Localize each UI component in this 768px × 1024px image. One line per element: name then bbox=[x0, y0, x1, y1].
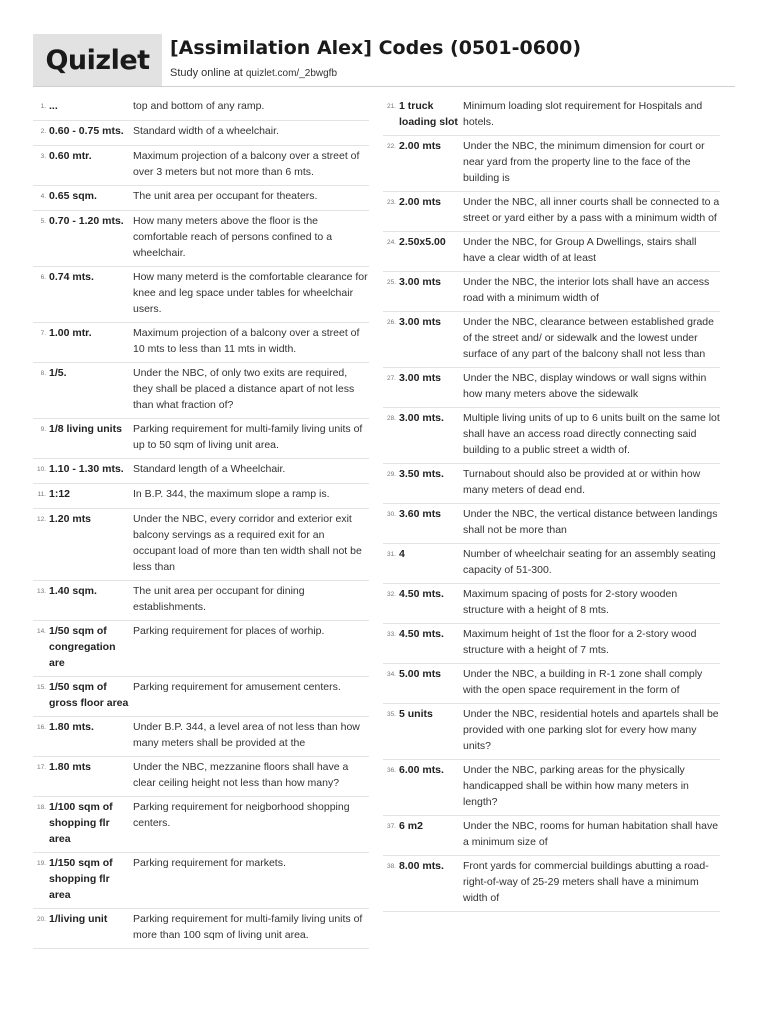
card-number: 13. bbox=[36, 588, 46, 595]
card-definition: The unit area per occupant for theaters. bbox=[133, 190, 318, 202]
flashcard-row bbox=[33, 621, 369, 677]
left-card-column bbox=[33, 96, 369, 949]
card-definition: How many meters above the floor is the comfortable reach of persons confined to a wheelchair. bbox=[133, 215, 333, 259]
card-definition: Under the NBC, rooms for human habitation shall have a minimum size of bbox=[463, 820, 719, 848]
card-definition: Under the NBC, for Group A Dwellings, stairs shall have a clear width of at least bbox=[463, 236, 697, 264]
card-definition: Standard length of a Wheelchair. bbox=[133, 463, 286, 475]
card-number: 32. bbox=[386, 591, 396, 598]
card-number: 18. bbox=[36, 804, 46, 811]
study-prefix: Study online at bbox=[170, 67, 246, 79]
card-term: 5 units bbox=[399, 708, 433, 720]
card-definition: Parking requirement for multi-family living units of more than 100 sqm of living unit area. bbox=[133, 913, 363, 941]
card-term: 4.50 mts. bbox=[399, 628, 444, 640]
card-definition: Under the NBC, the interior lots shall have an access road with a minimum width of bbox=[463, 276, 710, 304]
card-definition: Under the NBC, clearance between established grade of the street and/ or sidewalk and the lowest under surface of any part of the balcony shall not less than bbox=[463, 316, 714, 360]
card-term: 1/50 sqm of gross floor area bbox=[49, 681, 129, 709]
flashcard-row bbox=[33, 853, 369, 909]
card-number: 29. bbox=[386, 471, 396, 478]
flashcard-row bbox=[33, 797, 369, 853]
card-term: 1.80 mts bbox=[49, 761, 92, 773]
card-definition: Under the NBC, the minimum dimension for court or near yard from the property line to the face of the building is bbox=[463, 140, 705, 184]
page-header bbox=[33, 34, 735, 86]
flashcard-row bbox=[383, 856, 720, 912]
card-number: 25. bbox=[386, 279, 396, 286]
card-term: 2.00 mts bbox=[399, 196, 442, 208]
card-term: 1:12 bbox=[49, 488, 71, 500]
flashcard-row bbox=[383, 192, 720, 232]
card-term: 3.50 mts. bbox=[399, 468, 444, 480]
card-definition: Under the NBC, a building in R-1 zone shall comply with the open space requirement in the form of bbox=[463, 668, 703, 696]
study-online-line bbox=[170, 67, 337, 79]
flashcard-row bbox=[383, 232, 720, 272]
card-number: 36. bbox=[386, 767, 396, 774]
card-number: 26. bbox=[386, 319, 396, 326]
flashcard-row bbox=[33, 419, 369, 459]
card-number: 5. bbox=[40, 218, 46, 225]
card-term: 1/50 sqm of congregation are bbox=[49, 625, 116, 669]
card-number: 15. bbox=[36, 684, 46, 691]
flashcard-row bbox=[383, 136, 720, 192]
card-number: 23. bbox=[386, 199, 396, 206]
card-definition: Under the NBC, of only two exits are required, they shall be placed a distance apart of not less than what fraction of? bbox=[133, 367, 355, 411]
flashcard-row bbox=[383, 96, 720, 136]
card-number: 22. bbox=[386, 143, 396, 150]
card-definition: Minimum loading slot requirement for Hospitals and hotels. bbox=[463, 100, 703, 128]
card-term: 1 truck loading slot bbox=[399, 100, 458, 128]
card-term: 3.00 mts bbox=[399, 276, 442, 288]
card-term: 0.60 - 0.75 mts. bbox=[49, 125, 124, 137]
card-definition: Under the NBC, every corridor and exterior exit balcony servings as a required exit for an occupant load of more than ten width shall not be less than bbox=[133, 513, 362, 573]
flashcard-row bbox=[383, 816, 720, 856]
flashcard-row bbox=[33, 581, 369, 621]
flashcard-row bbox=[383, 504, 720, 544]
flashcard-row bbox=[383, 760, 720, 816]
card-number: 17. bbox=[36, 764, 46, 771]
card-term: 1/living unit bbox=[49, 913, 108, 925]
card-term: 6.00 mts. bbox=[399, 764, 444, 776]
card-number: 33. bbox=[386, 631, 396, 638]
flashcard-row bbox=[383, 584, 720, 624]
card-term: 1/150 sqm of shopping flr area bbox=[49, 857, 113, 901]
flashcard-row bbox=[33, 146, 369, 186]
card-definition: Under the NBC, the vertical distance between landings shall not be more than bbox=[463, 508, 718, 536]
card-number: 37. bbox=[386, 823, 396, 830]
card-term: 4.50 mts. bbox=[399, 588, 444, 600]
card-term: 8.00 mts. bbox=[399, 860, 444, 872]
flashcard-row bbox=[33, 757, 369, 797]
card-term: 3.00 mts bbox=[399, 316, 442, 328]
flashcard-row bbox=[33, 459, 369, 484]
card-definition: Under the NBC, display windows or wall signs within how many meters above the sidewalk bbox=[463, 372, 707, 400]
card-term: 1.40 sqm. bbox=[49, 585, 97, 597]
card-number: 10. bbox=[36, 466, 46, 473]
flashcard-row bbox=[383, 624, 720, 664]
card-definition: How many meterd is the comfortable clearance for knee and leg space under tables for wheelchair users. bbox=[133, 271, 368, 315]
flashcard-row bbox=[383, 408, 720, 464]
flashcard-row bbox=[33, 909, 369, 949]
flashcard-row bbox=[33, 509, 369, 581]
card-term: 1.00 mtr. bbox=[49, 327, 92, 339]
flashcard-row bbox=[33, 186, 369, 211]
card-definition: Maximum projection of a balcony over a street of over 3 meters but not more than 6 mts. bbox=[133, 150, 360, 178]
page-title: [Assimilation Alex] Codes (0501-0600) bbox=[170, 37, 582, 59]
card-term: 4 bbox=[399, 548, 405, 560]
card-definition: In B.P. 344, the maximum slope a ramp is. bbox=[133, 488, 330, 500]
card-number: 8. bbox=[40, 370, 46, 377]
card-definition: Maximum projection of a balcony over a street of 10 mts to less than 11 mts in width. bbox=[133, 327, 360, 355]
flashcard-row bbox=[33, 267, 369, 323]
card-term: 2.50x5.00 bbox=[399, 236, 446, 248]
card-definition: Parking requirement for amusement centers. bbox=[133, 681, 341, 693]
card-definition: Maximum height of 1st the floor for a 2-story wood structure with a height of 7 mts. bbox=[463, 628, 697, 656]
right-card-column bbox=[383, 96, 720, 912]
card-definition: Under the NBC, mezzanine floors shall have a clear ceiling height not less than how many? bbox=[133, 761, 349, 789]
card-definition: Parking requirement for places of worhip. bbox=[133, 625, 325, 637]
flashcard-row bbox=[383, 544, 720, 584]
card-number: 7. bbox=[40, 330, 46, 337]
flashcard-row bbox=[383, 272, 720, 312]
card-term: 1/100 sqm of shopping flr area bbox=[49, 801, 113, 845]
card-term: 2.00 mts bbox=[399, 140, 442, 152]
header-divider bbox=[33, 86, 735, 87]
card-number: 21. bbox=[386, 103, 396, 110]
card-definition: Number of wheelchair seating for an assembly seating capacity of 51-300. bbox=[463, 548, 716, 576]
card-number: 38. bbox=[386, 863, 396, 870]
card-number: 30. bbox=[386, 511, 396, 518]
card-definition: Turnabout should also be provided at or within how many meters of dead end. bbox=[463, 468, 701, 496]
flashcard-row bbox=[383, 464, 720, 504]
card-term: 0.60 mtr. bbox=[49, 150, 92, 162]
study-url-link[interactable]: quizlet.com/_2bwgfb bbox=[245, 68, 338, 79]
card-definition: Parking requirement for multi-family living units of up to 50 sqm of living unit area. bbox=[133, 423, 363, 451]
card-term: 5.00 mts bbox=[399, 668, 442, 680]
card-number: 24. bbox=[386, 239, 396, 246]
card-number: 2. bbox=[40, 128, 46, 135]
card-term: 0.65 sqm. bbox=[49, 190, 97, 202]
flashcard-row bbox=[33, 121, 369, 146]
card-term: 3.60 mts bbox=[399, 508, 442, 520]
card-term: 3.00 mts bbox=[399, 372, 442, 384]
quizlet-logo[interactable]: Quizlet bbox=[33, 34, 162, 86]
flashcard-row bbox=[33, 96, 369, 121]
card-number: 34. bbox=[386, 671, 396, 678]
card-number: 20. bbox=[36, 916, 46, 923]
card-term: 1.10 - 1.30 mts. bbox=[49, 463, 124, 475]
card-term: 6 m2 bbox=[399, 820, 423, 832]
card-number: 9. bbox=[40, 426, 46, 433]
flashcard-row bbox=[383, 664, 720, 704]
card-term: 3.00 mts. bbox=[399, 412, 444, 424]
card-definition: Parking requirement for markets. bbox=[133, 857, 286, 869]
card-term: 0.74 mts. bbox=[49, 271, 94, 283]
card-definition: Under the NBC, residential hotels and apartels shall be provided with one parking slot for every how many units? bbox=[463, 708, 719, 752]
card-number: 35. bbox=[386, 711, 396, 718]
card-definition: Maximum spacing of posts for 2-story wooden structure with a height of 8 mts. bbox=[463, 588, 678, 616]
flashcard-row bbox=[33, 717, 369, 757]
card-term: ... bbox=[49, 100, 58, 112]
card-number: 14. bbox=[36, 628, 46, 635]
card-number: 11. bbox=[37, 491, 46, 498]
card-term: 1/8 living units bbox=[49, 423, 122, 435]
card-number: 12. bbox=[36, 516, 46, 523]
card-number: 27. bbox=[386, 375, 396, 382]
card-number: 28. bbox=[386, 415, 396, 422]
card-definition: Front yards for commercial buildings abutting a road-right-of-way of 25-29 meters shall have a minimum width of bbox=[463, 860, 709, 904]
flashcard-row bbox=[33, 363, 369, 419]
card-number: 1. bbox=[40, 103, 46, 110]
card-definition: Parking requirement for neigborhood shopping centers. bbox=[133, 801, 350, 829]
card-definition: The unit area per occupant for dining establishments. bbox=[133, 585, 305, 613]
card-number: 6. bbox=[40, 274, 46, 281]
card-number: 3. bbox=[40, 153, 46, 160]
card-number: 31. bbox=[386, 551, 396, 558]
card-definition: Under the NBC, all inner courts shall be connected to a street or yard either by a pass with a minimum width of bbox=[463, 196, 720, 224]
flashcard-row bbox=[33, 484, 369, 509]
card-number: 19. bbox=[36, 860, 46, 867]
card-term: 0.70 - 1.20 mts. bbox=[49, 215, 124, 227]
flashcard-row bbox=[383, 704, 720, 760]
flashcard-row bbox=[383, 312, 720, 368]
card-term: 1.20 mts bbox=[49, 513, 92, 525]
flashcard-row bbox=[33, 323, 369, 363]
card-definition: Multiple living units of up to 6 units built on the same lot shall have an access road directly connecting said building to a public street a width of. bbox=[463, 412, 720, 456]
card-term: 1/5. bbox=[49, 367, 67, 379]
card-definition: top and bottom of any ramp. bbox=[133, 100, 265, 112]
flashcard-row bbox=[33, 211, 369, 267]
flashcard-row bbox=[383, 368, 720, 408]
flashcard-row bbox=[33, 677, 369, 717]
card-definition: Under the NBC, parking areas for the physically handicapped shall be within how many meters in length? bbox=[463, 764, 689, 808]
card-definition: Standard width of a wheelchair. bbox=[133, 125, 279, 137]
card-term: 1.80 mts. bbox=[49, 721, 94, 733]
card-number: 4. bbox=[40, 193, 46, 200]
card-definition: Under B.P. 344, a level area of not less than how many meters shall be provided at the bbox=[133, 721, 360, 749]
card-number: 16. bbox=[36, 724, 46, 731]
